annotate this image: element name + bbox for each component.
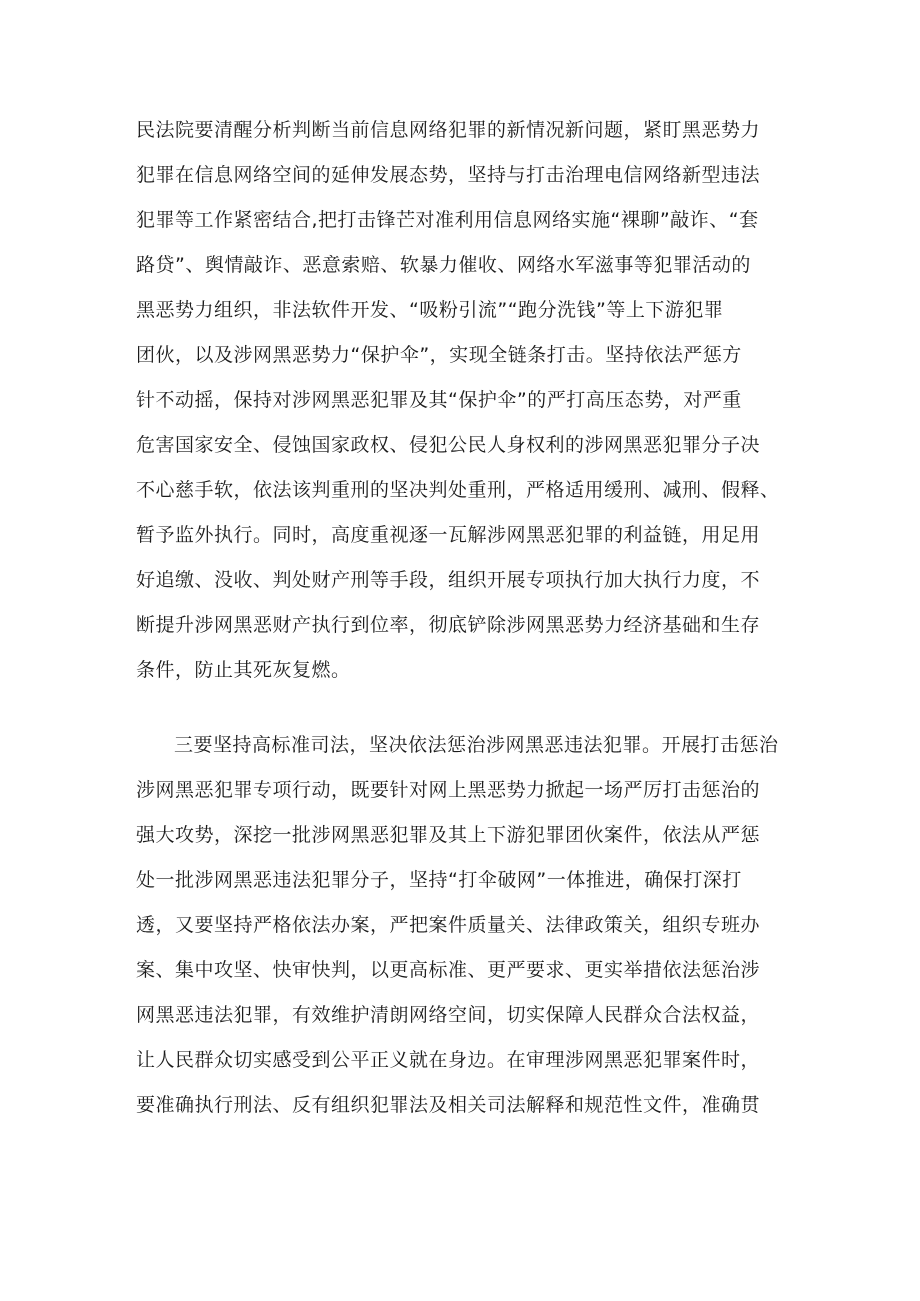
paragraph-line: 让人民群众切实感受到公平正义就在身边。在审理涉网黑恶犯罪案件时， xyxy=(136,1049,761,1071)
paragraph-line: 犯罪在信息网络空间的延伸发展态势，坚持与打击治理电信网络新型违法 xyxy=(136,164,761,186)
paragraph-line: 好追缴、没收、判处财产刑等手段，组织开展专项执行加大执行力度，不 xyxy=(136,569,761,591)
paragraph-line: 处一批涉网黑恶违法犯罪分子，坚持“打伞破网”一体推进，确保打深打 xyxy=(136,869,742,891)
paragraph-line: 路贷”、舆情敲诈、恶意索赔、软暴力催收、网络水军滋事等犯罪活动的 xyxy=(136,254,751,276)
paragraph-line: 断提升涉网黑恶财产执行到位率，彻底铲除涉网黑恶势力经济基础和生存 xyxy=(136,614,761,636)
paragraph-line: 强大攻势，深挖一批涉网黑恶犯罪及其上下游犯罪团伙案件，依法从严惩 xyxy=(136,824,761,846)
paragraph-line: 黑恶势力组织，非法软件开发、“吸粉引流”“跑分洗钱”等上下游犯罪 xyxy=(136,299,724,321)
paragraph-line: 不心慈手软，依法该判重刑的坚决判处重刑，严格适用缓刑、减刑、假释、 xyxy=(136,479,780,501)
paragraph-line: 暂予监外执行。同时，高度重视逐一瓦解涉网黑恶犯罪的利益链，用足用 xyxy=(136,524,761,546)
paragraph-line: 团伙，以及涉网黑恶势力“保护伞”，实现全链条打击。坚持依法严惩方 xyxy=(136,344,742,366)
paragraph-line: 民法院要清醒分析判断当前信息网络犯罪的新情况新问题，紧盯黑恶势力 xyxy=(136,119,761,141)
paragraph-line: 要准确执行刑法、反有组织犯罪法及相关司法解释和规范性文件，准确贯 xyxy=(136,1094,761,1116)
paragraph-line: 条件，防止其死灰复燃。 xyxy=(136,659,351,681)
paragraph-line: 网黑恶违法犯罪，有效维护清朗网络空间，切实保障人民群众合法权益， xyxy=(136,1004,761,1026)
paragraph-line: 案、集中攻坚、快审快判，以更高标准、更严要求、更实举措依法惩治涉 xyxy=(136,959,761,981)
paragraph-line: 犯罪等工作紧密结合,把打击锋芒对准利用信息网络实施“裸聊”敲诈、“套 xyxy=(136,209,759,231)
paragraph-line: 透，又要坚持严格依法办案，严把案件质量关、法律政策关，组织专班办 xyxy=(136,914,761,936)
paragraph-line: 三要坚持高标准司法，坚决依法惩治涉网黑恶违法犯罪。开展打击惩治 xyxy=(174,734,779,756)
paragraph-line: 涉网黑恶犯罪专项行动，既要针对网上黑恶势力掀起一场严厉打击惩治的 xyxy=(136,779,761,801)
paragraph-line: 针不动摇，保持对涉网黑恶犯罪及其“保护伞”的严打高压态势，对严重 xyxy=(136,389,742,411)
paragraph-line: 危害国家安全、侵蚀国家政权、侵犯公民人身权利的涉网黑恶犯罪分子决 xyxy=(136,434,761,456)
